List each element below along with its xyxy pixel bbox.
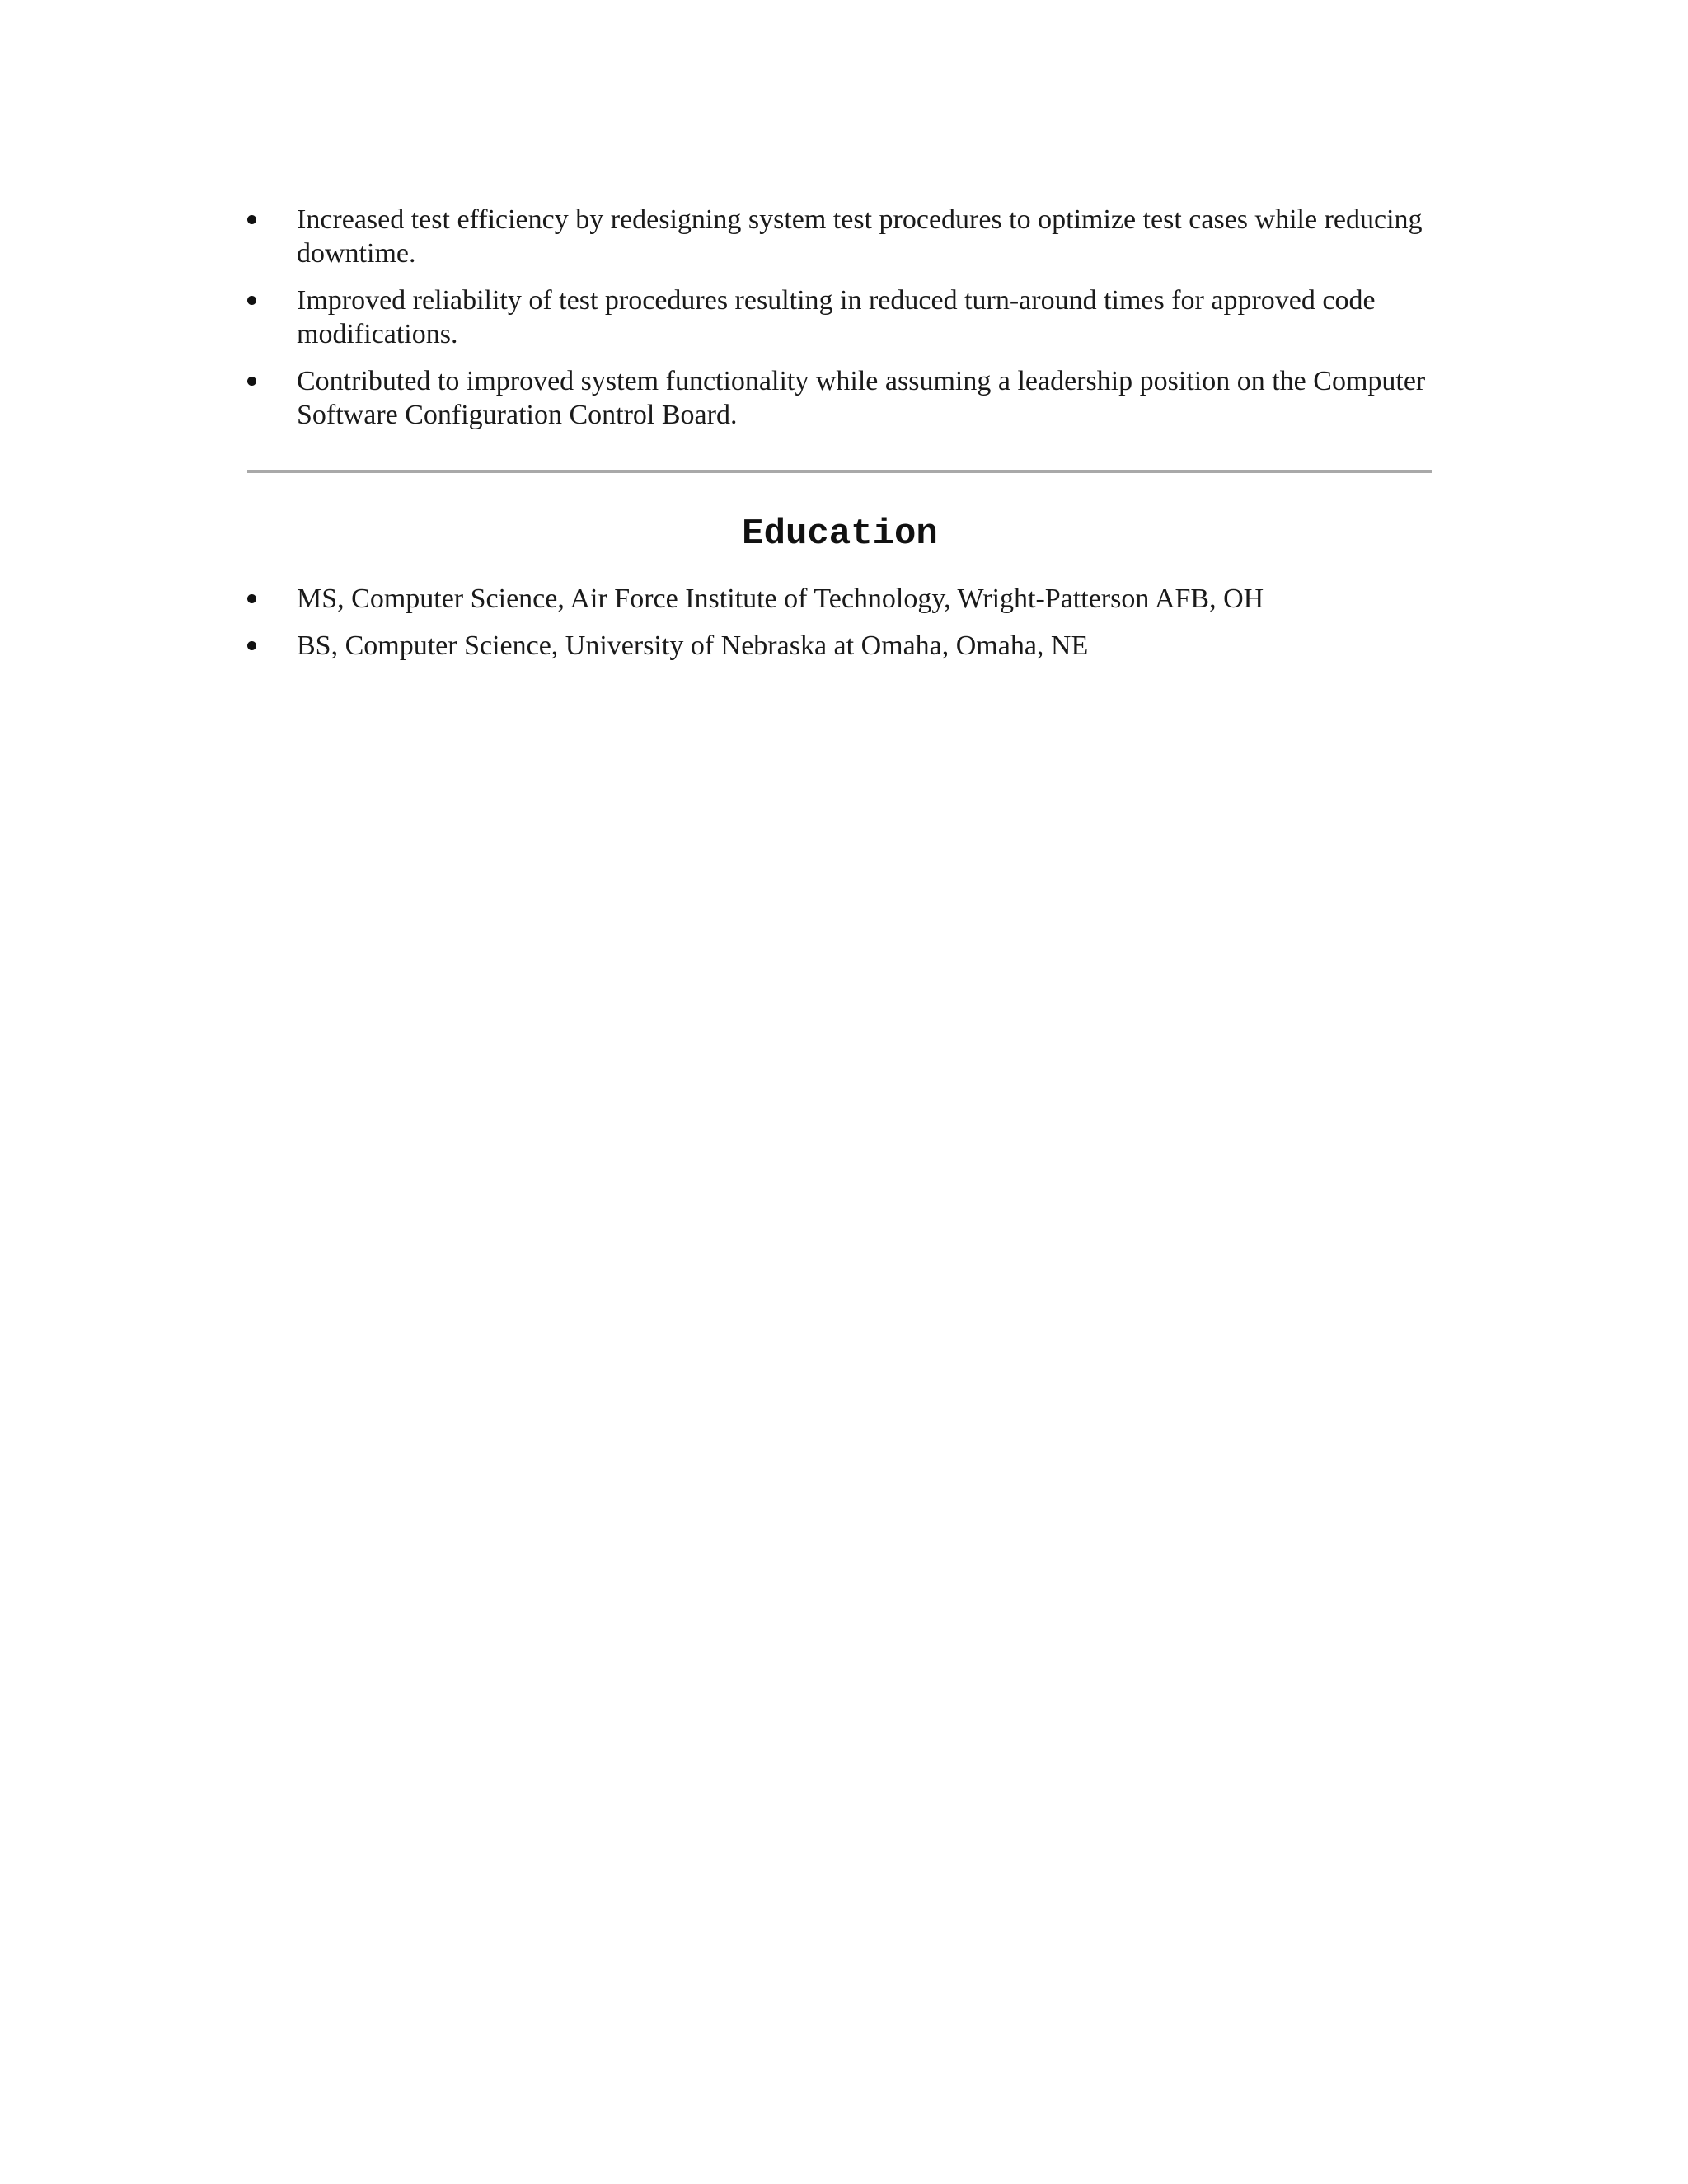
experience-bullet-text: Increased test efficiency by redesigning system test procedures to optimize test cases while reducing downtime. xyxy=(297,204,1423,269)
education-heading: Education xyxy=(742,513,938,555)
education-bullet-text: MS, Computer Science, Air Force Institute of Technology, Wright-Patterson AFB, OH xyxy=(297,583,1264,614)
experience-bullet xyxy=(247,364,1442,432)
education-bullet-list xyxy=(247,582,1442,676)
experience-bullet-text: Improved reliability of test procedures resulting in reduced turn-around times for approved code modifications. xyxy=(297,285,1376,349)
experience-bullet-text: Contributed to improved system functionality while assuming a leadership position on the Computer Software Configuration Control Board. xyxy=(297,366,1426,430)
education-bullet xyxy=(247,629,1442,663)
experience-bullet xyxy=(247,203,1442,270)
bullet-dot-icon xyxy=(247,594,256,603)
education-bullet-text: BS, Computer Science, University of Nebraska at Omaha, Omaha, NE xyxy=(297,630,1089,661)
bullet-dot-icon xyxy=(247,296,256,305)
bullet-dot-icon xyxy=(247,215,256,224)
experience-bullet-list xyxy=(247,203,1442,445)
bullet-dot-icon xyxy=(247,641,256,650)
section-divider xyxy=(247,470,1432,473)
bullet-dot-icon xyxy=(247,377,256,386)
education-bullet xyxy=(247,582,1442,616)
experience-bullet xyxy=(247,284,1442,351)
